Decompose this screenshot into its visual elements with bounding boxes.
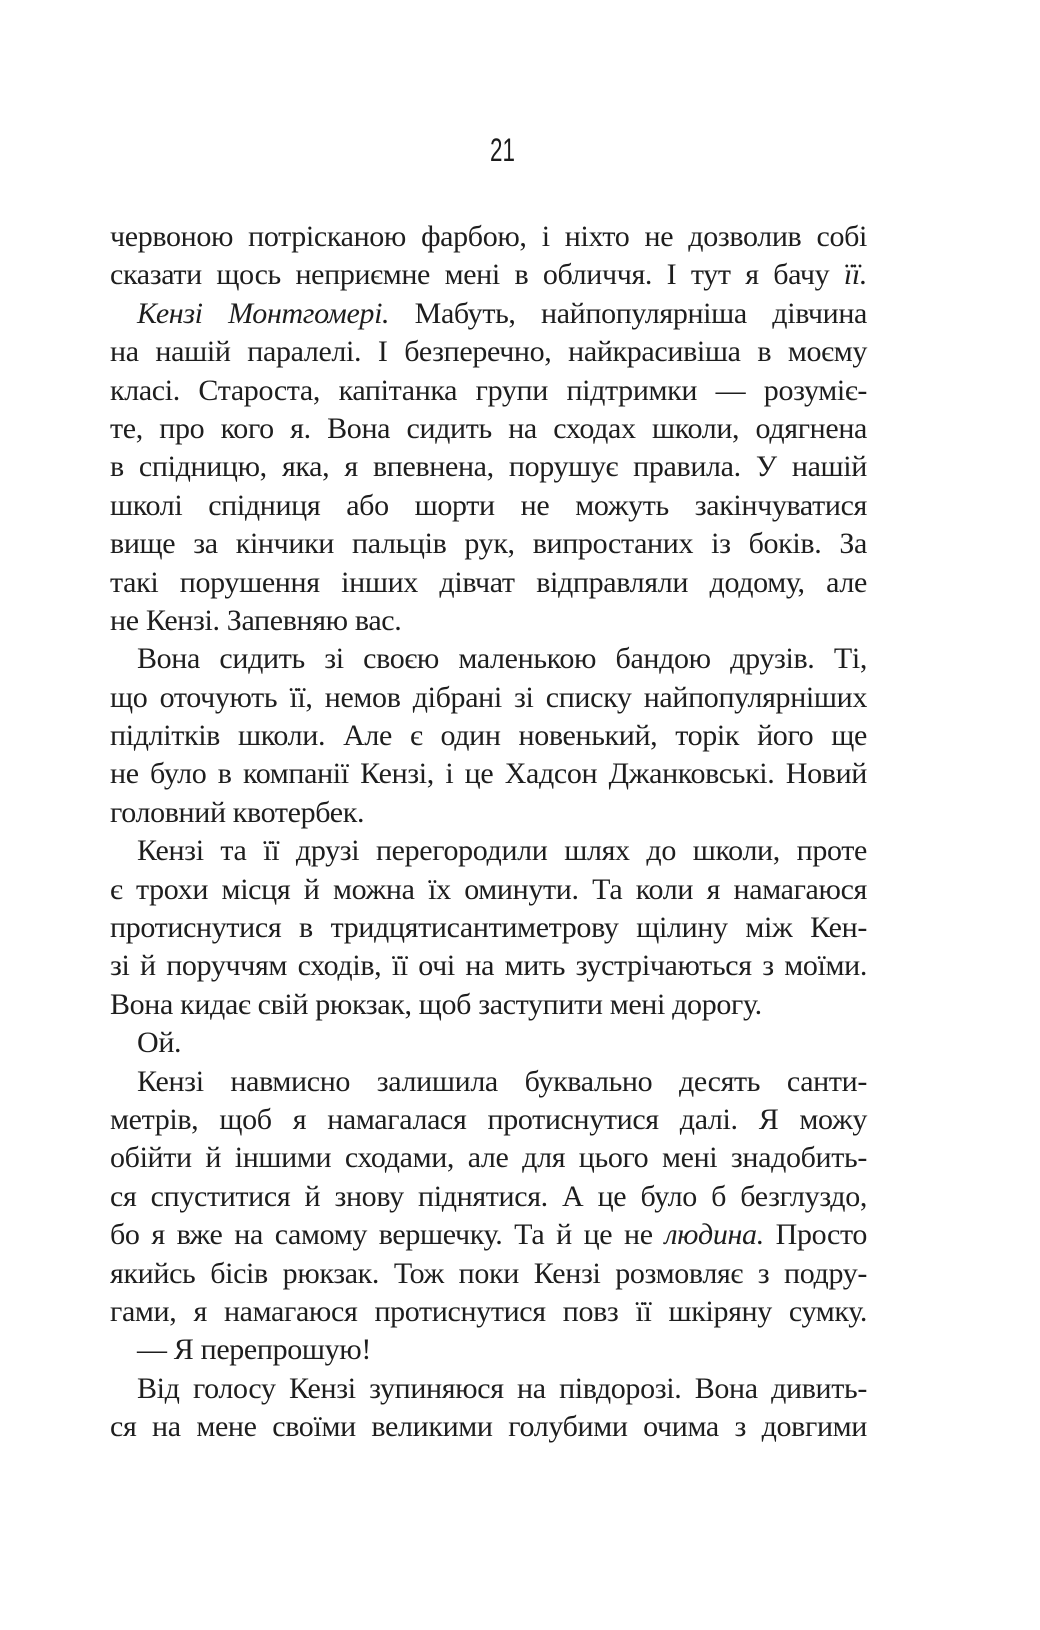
paragraph [110,1063,867,1332]
text-segment: підлітків школи. Але є один новенький, торік його ще [110,719,867,753]
text-segment: не було в компанії Кензі, і це Хадсон Джанковські. Новий [110,757,867,791]
text-segment: Від голосу Кензі зупиняюся на півдорозі. Вона дивить- [137,1371,867,1405]
text-line [110,1216,867,1254]
text-line [110,256,867,294]
text-segment: в спідницю, яка, я впевнена, порушує правила. У нашій [110,450,867,484]
text-line [110,1024,867,1062]
text-line [110,1331,867,1369]
text-segment: є трохи місця й можна їх оминути. Та коли я намагаюся [110,872,867,906]
text-line [110,755,867,793]
text-line [110,1101,867,1139]
text-segment: не Кензі. Запевняю вас. [110,603,402,637]
text-segment: Просто [763,1218,867,1252]
text-line [110,1293,867,1331]
text-segment: сказати щось неприємне мені в обличчя. І тут я бачу [110,258,844,292]
text-segment: протиснутися в тридцятисантиметрову щілину між Кен- [110,911,867,945]
text-line [110,218,867,256]
text-line [110,564,867,602]
text-line [110,295,867,333]
text-line [110,947,867,985]
text-segment: якийсь бісів рюкзак. Тож поки Кензі розмовляє з подру- [110,1256,867,1290]
text-line [110,1255,867,1293]
paragraph [110,218,867,295]
paragraph [110,1024,867,1062]
text-line [110,794,867,832]
text-line [110,986,867,1024]
text-segment: школі спідниця або шорти не можуть закінчуватися [110,488,867,522]
paragraph [110,640,867,832]
text-line [110,1063,867,1101]
paragraph [110,295,867,641]
text-segment: такі порушення інших дівчат відправляли додому, але [110,565,867,599]
text-line [110,679,867,717]
text-line [110,448,867,486]
text-segment: ся спуститися й знову піднятися. А це було б безглуздо, [110,1179,867,1213]
text-line [110,487,867,525]
italic-text-segment: її. [843,258,867,292]
text-segment: Ой. [137,1026,182,1060]
text-line [110,1370,867,1408]
text-segment: ся на мене своїми великими голубими очима з довгими [110,1410,867,1444]
italic-text-segment: людина. [664,1218,764,1252]
text-segment: те, про кого я. Вона сидить на сходах школи, одягнена [110,411,867,445]
text-line [110,909,867,947]
text-segment: головний квотербек. [110,795,365,829]
text-line [110,717,867,755]
text-segment: Кензі навмисно залишила буквально десять санти- [137,1064,867,1098]
text-line [110,871,867,909]
text-segment: Вона сидить зі своєю маленькою бандою друзів. Ті, [137,642,867,676]
text-line [110,602,867,640]
paragraph [110,1331,867,1369]
text-segment: що оточують її, немов дібрані зі списку найпопулярніших [110,680,867,714]
text-line [110,525,867,563]
text-segment: бо я вже на самому вершечку. Та й це не [110,1218,665,1252]
paragraph [110,832,867,1024]
text-segment: вище за кінчики пальців рук, випростаних із боків. За [110,527,867,561]
text-segment: — Я перепрошую! [137,1333,372,1367]
text-line [110,640,867,678]
text-segment: на нашій паралелі. І безперечно, найкрасивіша в моєму [110,335,867,369]
text-segment: Вона кидає свій рюкзак, щоб заступити мені дорогу. [110,987,762,1021]
text-segment: Мабуть, найпопулярніша дівчина [389,296,867,330]
text-segment: червоною потрісканою фарбою, і ніхто не дозволив собі [110,220,867,253]
text-line [110,333,867,371]
paragraph [110,1370,867,1447]
text-line [110,372,867,410]
text-line [110,1139,867,1177]
text-line [110,1178,867,1216]
text-line [110,410,867,448]
italic-text-segment: Кензі Монтгомері. [137,296,390,330]
text-segment: обійти й іншими сходами, але для цього мені знадобить- [110,1141,867,1175]
text-line [110,832,867,870]
text-segment: зі й поруччям сходів, її очі на мить зустрічаються з моїми. [110,949,867,983]
text-segment: Кензі та її друзі перегородили шлях до школи, проте [137,834,867,868]
text-segment: класі. Староста, капітанка групи підтримки — розуміє- [110,373,867,407]
text-segment: метрів, щоб я намагалася протиснутися далі. Я можу [110,1102,867,1136]
text-segment: гами, я намагаюся протиснутися повз її шкіряну сумку. [110,1294,867,1328]
text-line [110,1408,867,1446]
text-block [110,218,867,1447]
page-number: 21 [490,132,515,168]
